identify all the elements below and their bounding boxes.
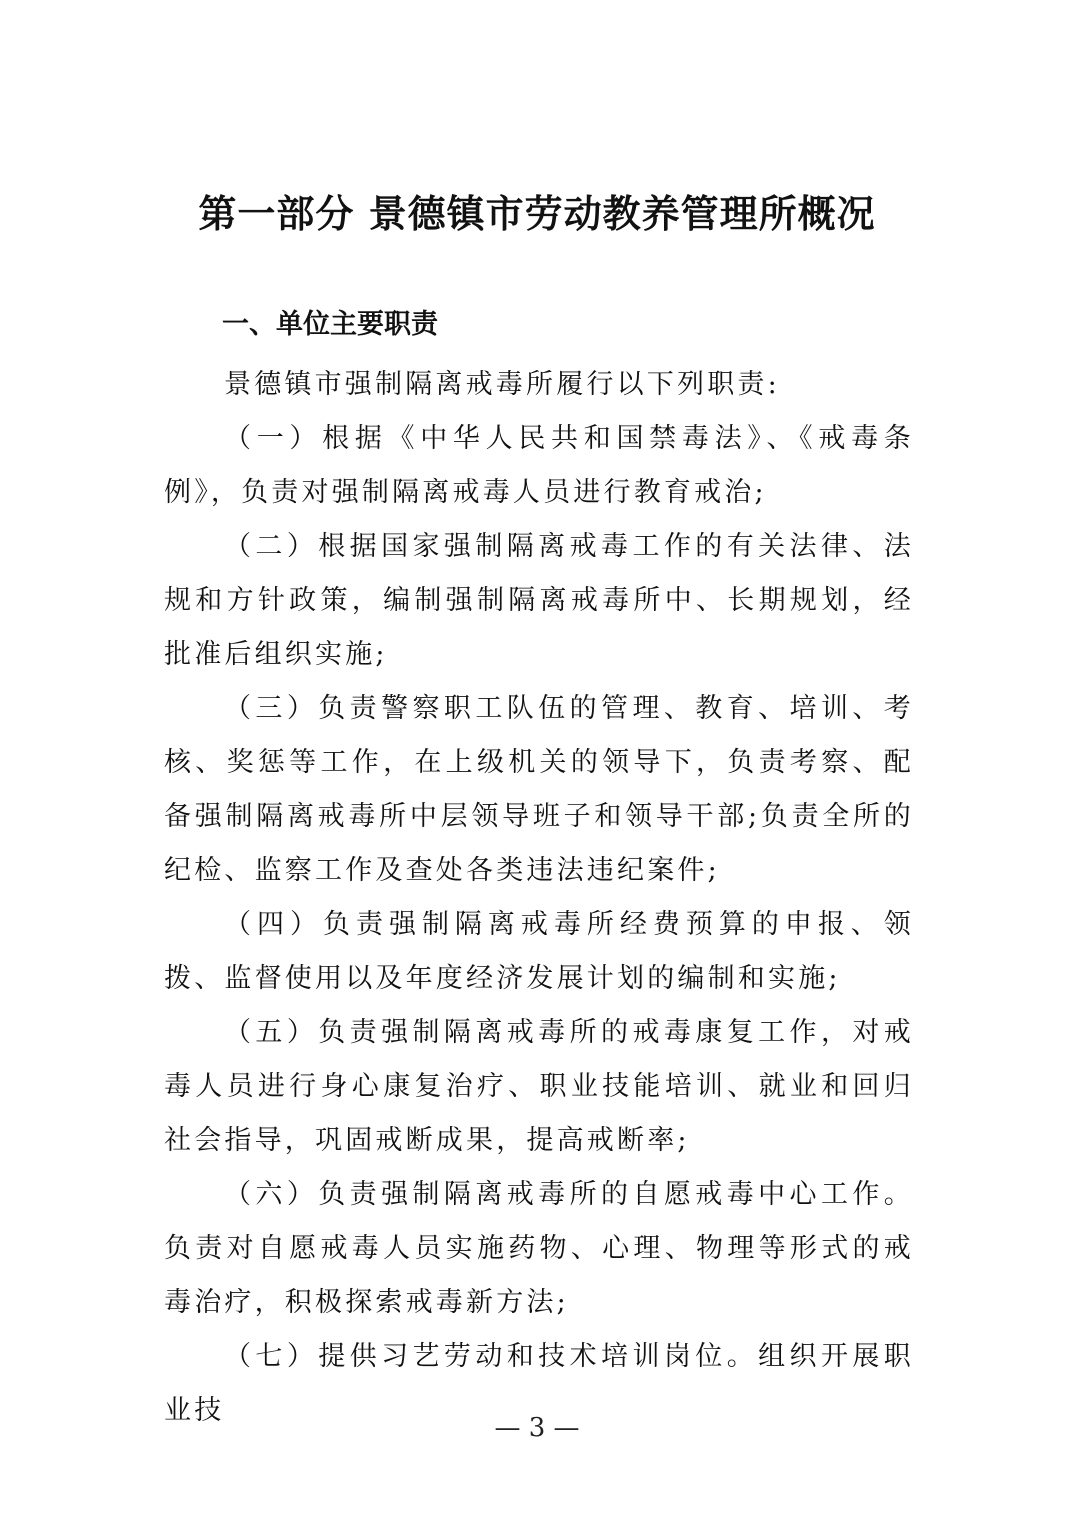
intro-paragraph: 景德镇市强制隔离戒毒所履行以下列职责: [224,369,780,400]
duty-paragraph: （六）负责强制隔离戒毒所的自愿戒毒中心工作。负责对自愿戒毒人员实施药物、心理、物理等形式的戒毒治疗，积极探索戒毒新方法; [164,1179,914,1318]
duty-paragraph: （七）提供习艺劳动和技术培训岗位。组织开展职业技 [164,1341,914,1426]
duty-paragraph: （一）根据《中华人民共和国禁毒法》、《戒毒条例》，负责对强制隔离戒毒人员进行教育戒治; [164,423,914,508]
duties-list [164,412,914,1438]
section-heading: 一、单位主要职责 [222,309,438,340]
duty-paragraph: （四）负责强制隔离戒毒所经费预算的申报、领拨、监督使用以及年度经济发展计划的编制和实施; [164,909,914,994]
duty-paragraph: （五）负责强制隔离戒毒所的戒毒康复工作，对戒毒人员进行身心康复治疗、职业技能培训、就业和回归社会指导，巩固戒断成果，提高戒断率; [164,1017,914,1156]
duty-paragraph: （二）根据国家强制隔离戒毒工作的有关法律、法规和方针政策，编制强制隔离戒毒所中、长期规划，经批准后组织实施; [164,531,914,670]
duty-paragraph: （三）负责警察职工队伍的管理、教育、培训、考核、奖惩等工作，在上级机关的领导下，负责考察、配备强制隔离戒毒所中层领导班子和领导干部;负责全所的纪检、监察工作及查处各类违法违纪案件; [164,693,914,886]
document-title: 第一部分 景德镇市劳动教养管理所概况 [198,191,876,236]
page-number: — 3 — [494,1413,580,1443]
